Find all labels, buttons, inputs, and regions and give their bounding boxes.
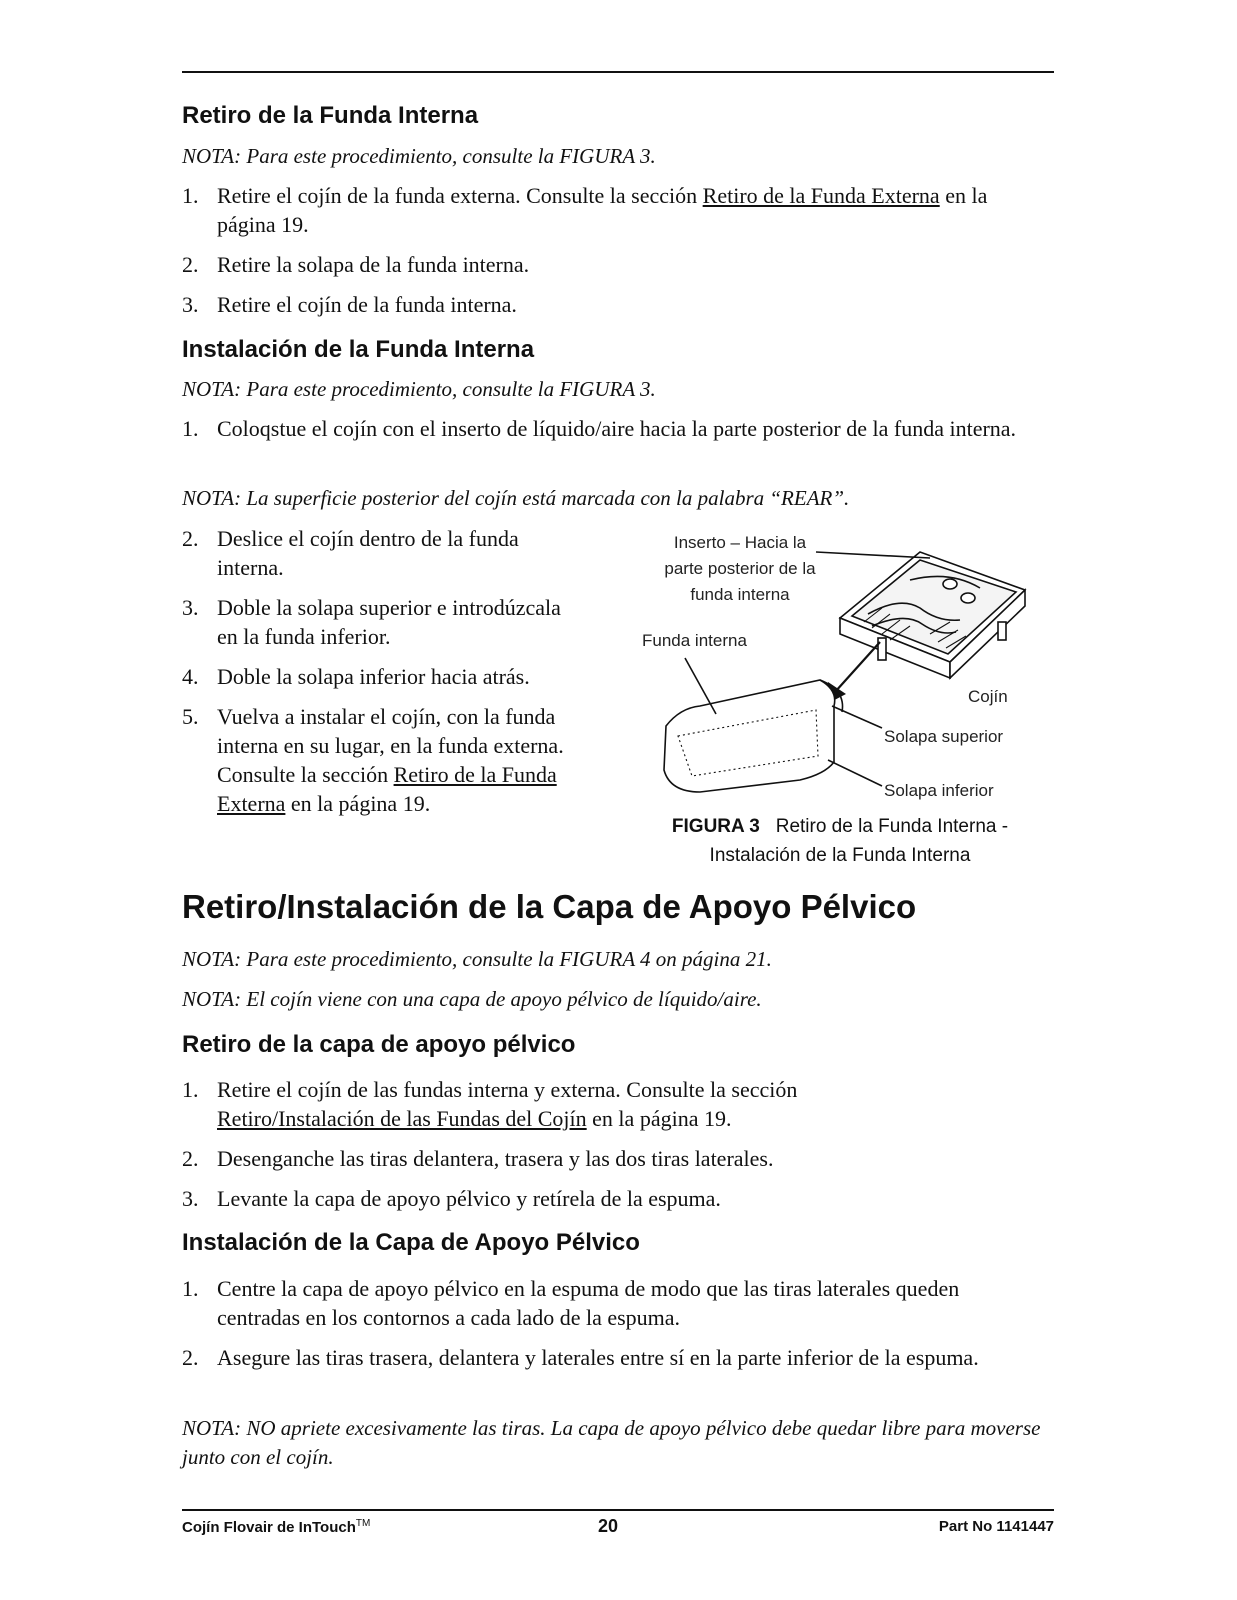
list-item — [182, 1075, 917, 1133]
list-item — [182, 181, 1042, 239]
label-solapa-superior: Solapa superior — [884, 727, 1004, 746]
page-number: 20 — [598, 1516, 619, 1536]
header-rule — [182, 71, 1054, 73]
step-number: 5. — [182, 704, 199, 729]
list-item — [182, 414, 1042, 443]
step-text: Deslice el cojín dentro de la funda interna. — [217, 526, 519, 580]
label-inserto: Inserto – Hacia la parte posterior de la funda interna — [664, 533, 816, 604]
page-title: Retiro/Instalación de la Capa de Apoyo Pélvico — [182, 888, 917, 925]
step-text: Vuelva a instalar el cojín, con la funda interna en su lugar, en la funda externa. Consulte la sección — [217, 704, 564, 787]
step-number: 1. — [182, 416, 199, 441]
section-title-instalacion-capa: Instalación de la Capa de Apoyo Pélvico — [182, 1229, 640, 1256]
section-title-instalacion-funda-interna: Instalación de la Funda Interna — [182, 336, 535, 363]
nota: NOTA: NO apriete excesivamente las tiras. La capa de apoyo pélvico debe quedar libre para moverse junto con el cojín. — [182, 1416, 1041, 1469]
step-text: Coloqstue el cojín con el inserto de líquido/aire hacia la parte posterior de la funda interna. — [217, 416, 1017, 441]
caption-line: Retiro de la Funda Interna - — [775, 816, 1009, 837]
step-number: 2. — [182, 1146, 199, 1171]
list-item — [182, 593, 587, 651]
figure-caption — [620, 812, 1060, 870]
step-number: 1. — [182, 1077, 199, 1102]
step-number: 2. — [182, 1345, 199, 1370]
step-text: Doble la solapa inferior hacia atrás. — [217, 664, 530, 689]
label-cojin: Cojín — [968, 687, 1008, 706]
nota: NOTA: El cojín viene con una capa de apoyo pélvico de líquido/aire. — [182, 987, 762, 1011]
nota: NOTA: Para este procedimiento, consulte la FIGURA 3. — [182, 144, 656, 168]
list-item — [182, 1184, 1042, 1213]
step-number: 3. — [182, 595, 199, 620]
section-title-retiro-capa: Retiro de la capa de apoyo pélvico — [182, 1031, 576, 1058]
list-item — [182, 1343, 1042, 1372]
nota: NOTA: Para este procedimiento, consulte la FIGURA 3. — [182, 377, 656, 401]
step-text: Retire el cojín de la funda interna. — [217, 292, 517, 317]
steps-list — [182, 524, 587, 829]
list-item — [182, 290, 1042, 319]
list-item — [182, 662, 587, 691]
step-text: Centre la capa de apoyo pélvico en la espuma de modo que las tiras laterales queden centradas en los contornos a cada lado de la espuma. — [217, 1276, 960, 1330]
step-text: Retire la solapa de la funda interna. — [217, 252, 530, 277]
cover-icon — [664, 680, 843, 792]
list-item — [182, 250, 1042, 279]
steps-list — [182, 414, 1042, 454]
step-number: 1. — [182, 1276, 199, 1301]
cushion-icon — [840, 552, 1025, 678]
step-number: 2. — [182, 252, 199, 277]
step-text: en la página 19. — [217, 183, 988, 237]
caption-line: Instalación de la Funda Interna — [709, 845, 971, 866]
steps-list — [182, 1075, 1042, 1224]
step-number: 1. — [182, 183, 199, 208]
nota: NOTA: La superficie posterior del cojín está marcada con la palabra “REAR”. — [182, 486, 850, 510]
footer-product-name: Cojín Flovair de InTouch™ — [182, 1518, 371, 1536]
nota: NOTA: Para este procedimiento, consulte la FIGURA 4 on página 21. — [182, 947, 772, 971]
section-title-retiro-funda-interna: Retiro de la Funda Interna — [182, 102, 479, 129]
step-text: Desenganche las tiras delantera, trasera y las dos tiras laterales. — [217, 1146, 774, 1171]
steps-list — [182, 1274, 1042, 1383]
step-number: 4. — [182, 664, 199, 689]
step-text: en la página 19. — [586, 1106, 732, 1131]
steps-list — [182, 181, 1042, 330]
cross-reference-link[interactable]: Retiro/Instalación de las Fundas del Cojín — [217, 1106, 587, 1131]
step-number: 3. — [182, 292, 199, 317]
footer-part-number: Part No 1141447 — [938, 1518, 1054, 1535]
cross-reference-link[interactable]: Retiro de la Funda Externa — [702, 183, 940, 208]
step-text: Doble la solapa superior e introdúzcala en la funda inferior. — [217, 595, 561, 649]
figure-number: FIGURA 3 — [671, 816, 760, 837]
step-text: Retire el cojín de las fundas interna y externa. Consulte la sección — [217, 1077, 798, 1102]
step-text: en la página 19. — [285, 791, 431, 816]
step-text: Retire el cojín de la funda externa. Consulte la sección — [217, 183, 703, 208]
footer-rule — [182, 1509, 1054, 1511]
label-funda-interna: Funda interna — [642, 631, 747, 650]
step-text: Levante la capa de apoyo pélvico y retírela de la espuma. — [217, 1186, 721, 1211]
list-item — [182, 1144, 1042, 1173]
step-text: Asegure las tiras trasera, delantera y laterales entre sí en la parte inferior de la espuma. — [217, 1345, 979, 1370]
step-number: 2. — [182, 526, 199, 551]
step-number: 3. — [182, 1186, 199, 1211]
list-item — [182, 524, 587, 582]
list-item — [182, 702, 587, 818]
label-solapa-inferior: Solapa inferior — [884, 781, 994, 800]
cross-reference-link[interactable]: Retiro de la Funda Externa — [217, 762, 557, 816]
list-item — [182, 1274, 1042, 1332]
